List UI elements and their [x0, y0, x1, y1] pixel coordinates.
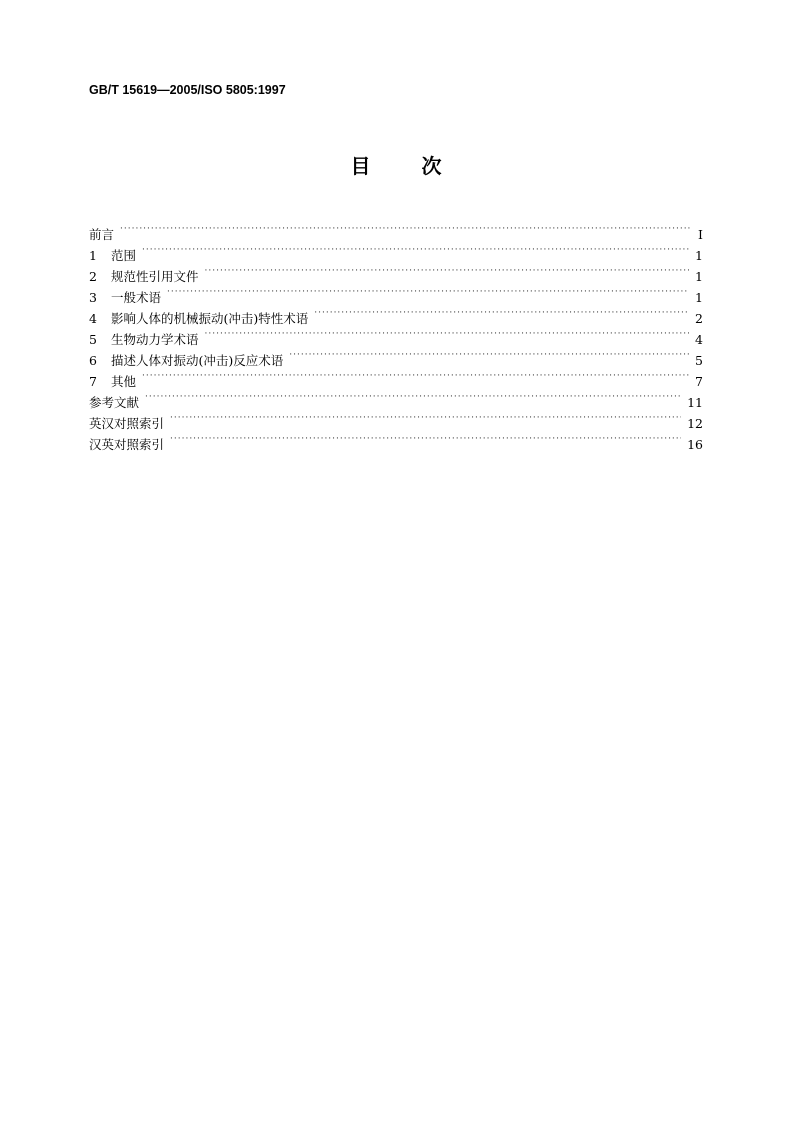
toc-leader-dots [142, 239, 689, 260]
toc-entry-page: 1 [695, 290, 703, 305]
toc-leader-dots [142, 365, 689, 386]
toc-entry-text: 英汉对照索引 [89, 416, 165, 431]
toc-entry-text: 参考文献 [89, 395, 140, 410]
toc-entry-english-chinese-index[interactable] [89, 407, 703, 431]
toc-entry-text: 汉英对照索引 [89, 437, 165, 452]
table-of-contents [89, 218, 703, 452]
toc-entry-2[interactable] [89, 260, 703, 284]
toc-entry-page: 4 [695, 332, 703, 347]
toc-entry-page: 2 [695, 311, 703, 326]
toc-entry-bibliography[interactable] [89, 386, 703, 410]
toc-entry-page: 1 [695, 248, 703, 263]
toc-entry-page: 1 [695, 269, 703, 284]
toc-entry-text: 范围 [111, 248, 137, 263]
toc-entry-4[interactable] [89, 302, 703, 326]
toc-leader-dots [170, 407, 681, 428]
toc-entry-foreword[interactable] [89, 218, 703, 242]
toc-leader-dots [145, 386, 681, 407]
toc-entry-7[interactable] [89, 365, 703, 389]
toc-entry-page: 11 [687, 395, 703, 410]
toc-entry-text: 其他 [111, 374, 137, 389]
toc-entry-page: 7 [695, 374, 703, 389]
toc-entry-text: 描述人体对振动(冲击)反应术语 [111, 353, 284, 368]
toc-entry-text: 前言 [89, 227, 115, 242]
toc-entry-text: 影响人体的机械振动(冲击)特性术语 [111, 311, 309, 326]
toc-entry-number: 4 [89, 311, 97, 326]
toc-entry-page: 5 [695, 353, 703, 368]
toc-entry-1[interactable] [89, 239, 703, 263]
toc-leader-dots [120, 218, 692, 239]
toc-leader-dots [205, 323, 690, 344]
page-title: 目 次 [350, 154, 444, 178]
toc-entry-page: 12 [687, 416, 703, 431]
toc-leader-dots [314, 302, 689, 323]
toc-leader-dots [289, 344, 689, 365]
toc-entry-text: 规范性引用文件 [111, 269, 199, 284]
standard-number-header: GB/T 15619—2005/ISO 5805:1997 [89, 83, 286, 97]
toc-entry-3[interactable] [89, 281, 703, 305]
toc-entry-page: I [698, 227, 703, 242]
toc-entry-number: 1 [89, 248, 97, 263]
toc-leader-dots [170, 428, 681, 449]
toc-entry-number: 3 [89, 290, 97, 305]
toc-entry-page: 16 [687, 437, 703, 452]
toc-entry-text: 一般术语 [111, 290, 162, 305]
toc-leader-dots [205, 260, 690, 281]
toc-entry-chinese-english-index[interactable] [89, 428, 703, 452]
toc-entry-text: 生物动力学术语 [111, 332, 199, 347]
toc-entry-number: 6 [89, 353, 97, 368]
toc-entry-number: 2 [89, 269, 97, 284]
toc-entry-number: 7 [89, 374, 97, 389]
toc-leader-dots [167, 281, 689, 302]
toc-entry-number: 5 [89, 332, 97, 347]
